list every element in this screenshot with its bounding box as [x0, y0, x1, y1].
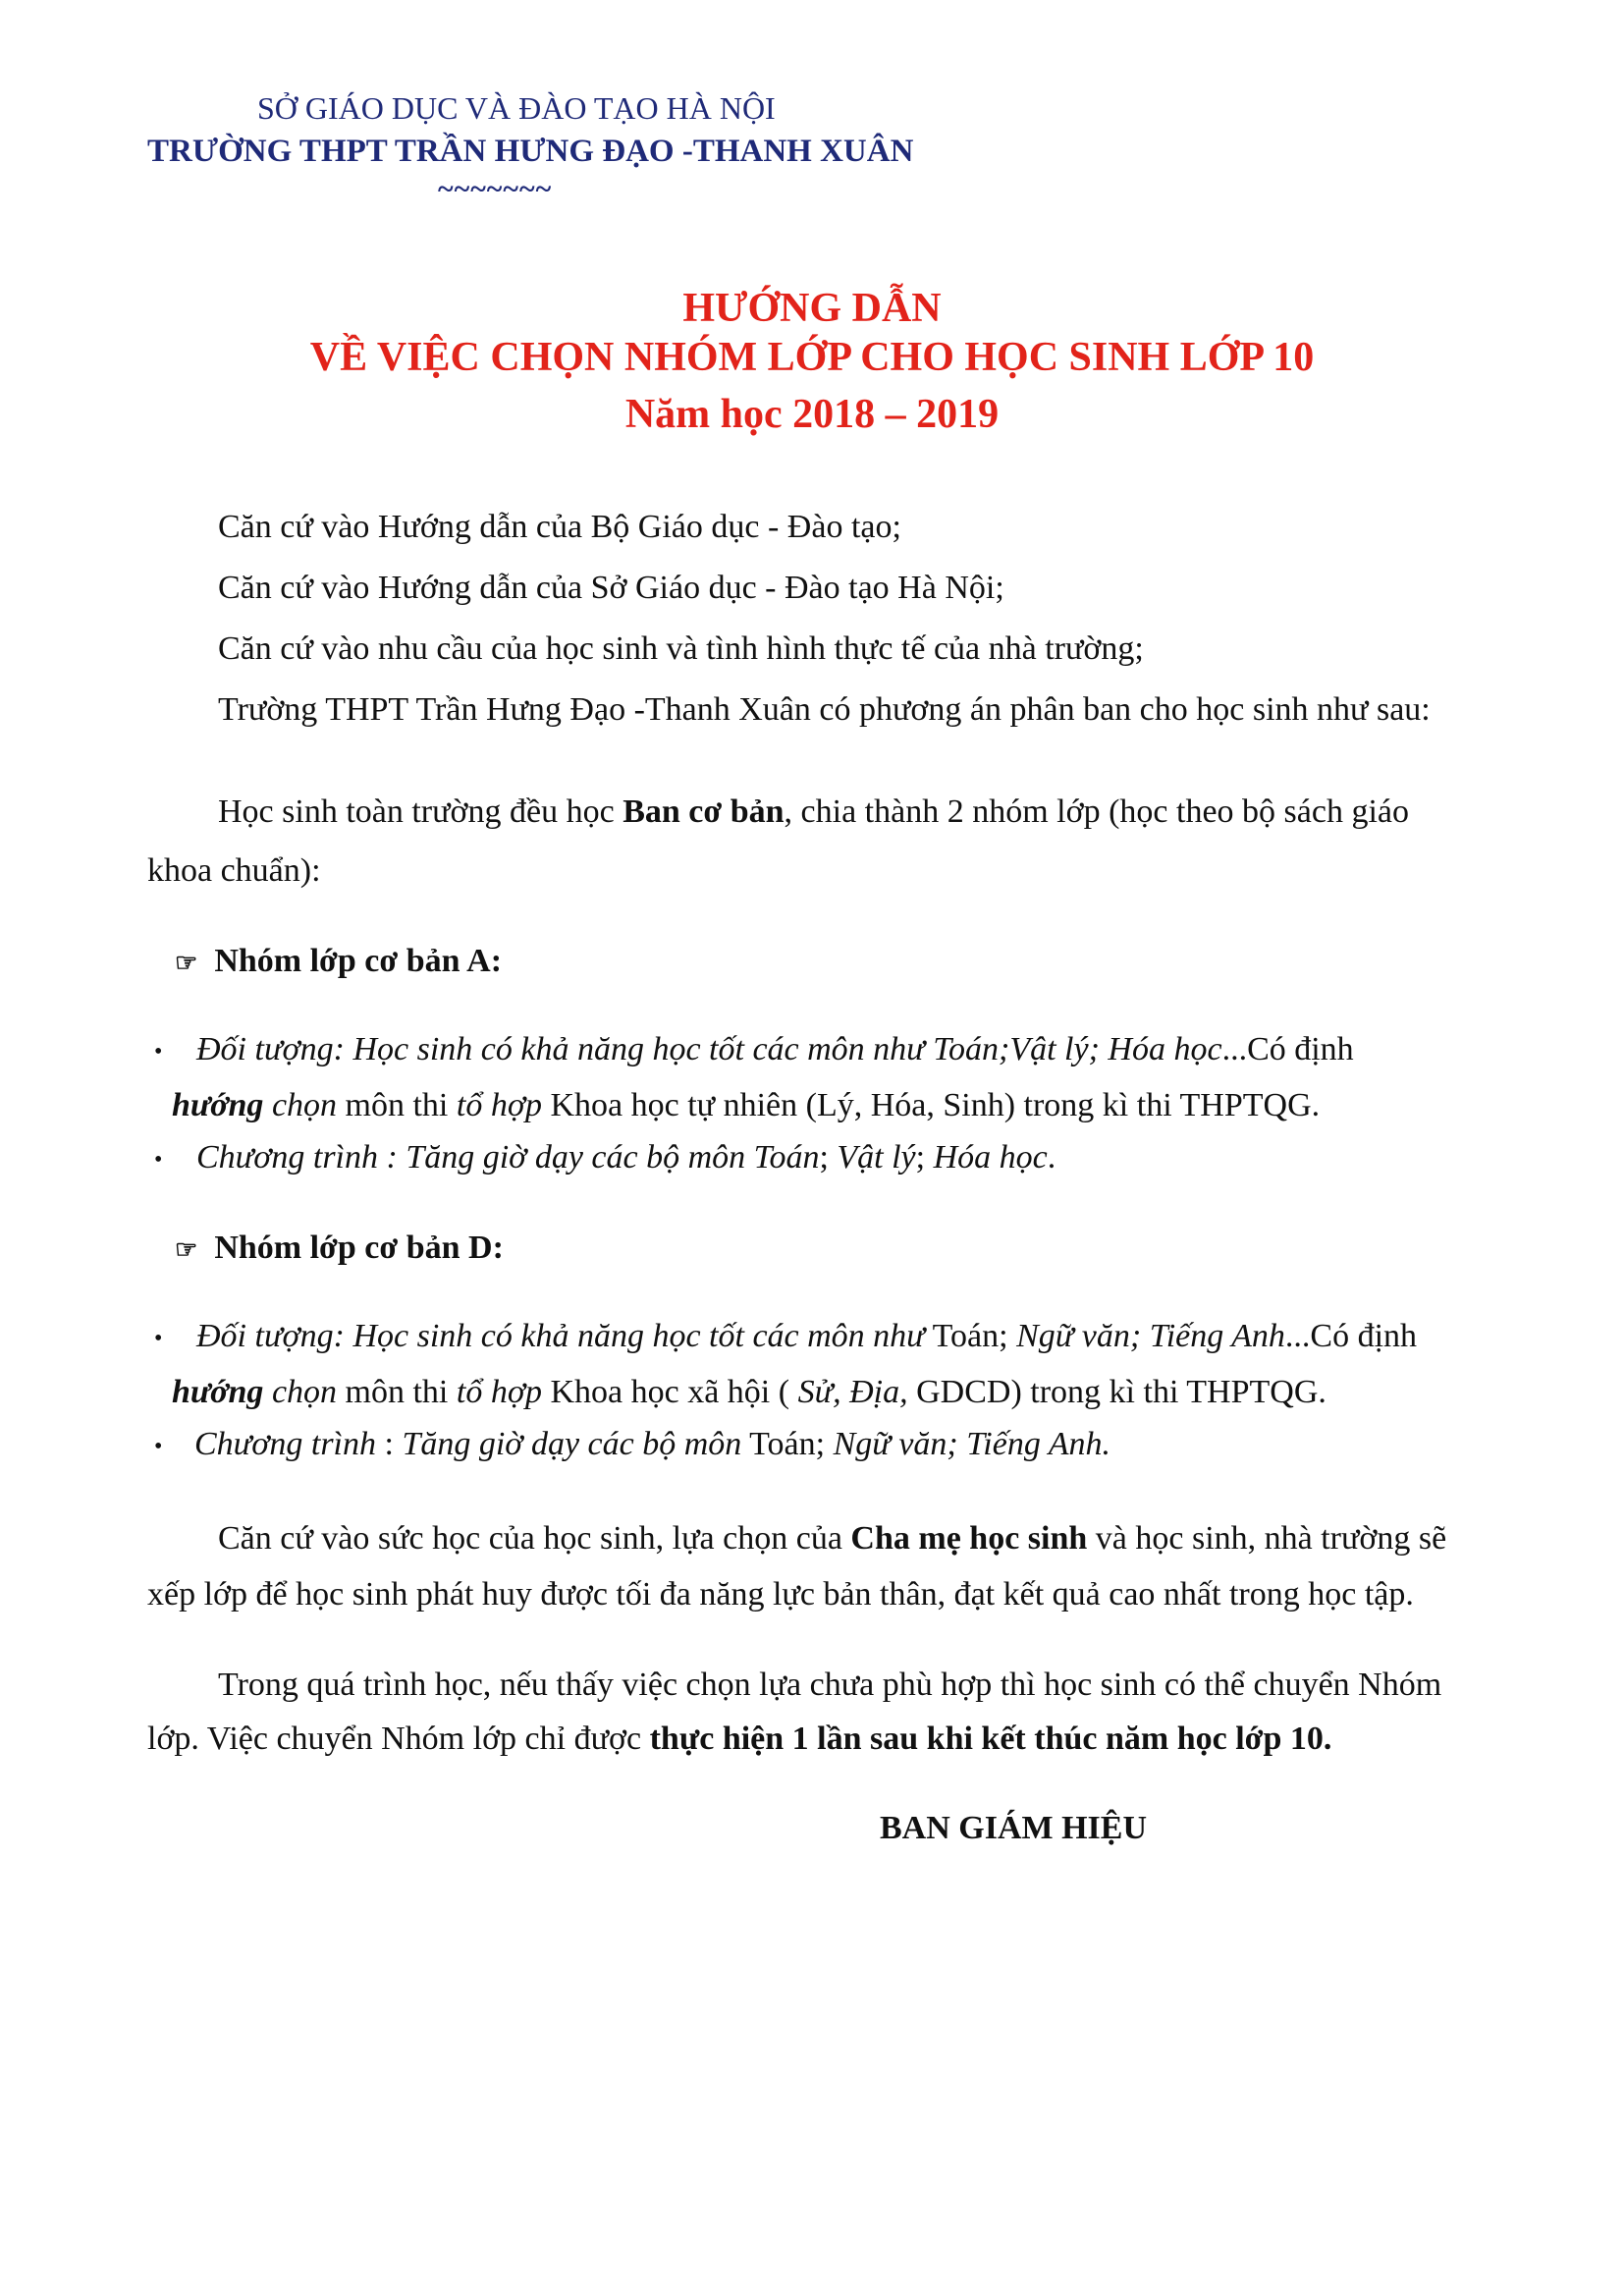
intro-line-2: khoa chuẩn): [147, 852, 321, 889]
group-d-program-subjects: Ngữ văn; Tiếng Anh. [833, 1426, 1110, 1462]
group-a-target-label: Đối tượng [196, 1031, 334, 1067]
group-d-target-label: Đối tượng [196, 1318, 334, 1354]
intro-bold: Ban cơ bản [623, 793, 785, 830]
doc-title: HƯỚNG DẪN [682, 286, 942, 331]
group-d-program-text: Tăng giờ dạy các bộ môn [402, 1426, 742, 1462]
group-a-program-sep-2: ; [915, 1139, 934, 1175]
group-d-orient-bold: hướng [172, 1374, 264, 1410]
group-a-combo-italic: tổ hợp [456, 1087, 542, 1123]
closing-1-bold: Cha mẹ học sinh [850, 1520, 1088, 1557]
group-d-orient-text: môn thi [337, 1374, 457, 1410]
group-a-program-line [196, 1139, 1056, 1176]
signature-label: BAN GIÁM HIỆU [880, 1810, 1148, 1846]
doc-subtitle: VỀ VIỆC CHỌN NHÓM LỚP CHO HỌC SINH LỚP 10 [309, 335, 1315, 380]
group-d-target-text: : Học sinh có khả năng học tốt các môn như [333, 1318, 925, 1354]
group-a-heading [175, 943, 502, 980]
group-d-program-math: Toán; [741, 1426, 834, 1462]
department-name: SỞ GIÁO DỤC VÀ ĐÀO TẠO HÀ NỘI [257, 90, 776, 126]
group-d-target-tail: ...Có định [1284, 1318, 1418, 1354]
intro-text: Học sinh toàn trường đều học [218, 793, 623, 830]
group-a-orient-bold: hướng [172, 1087, 264, 1123]
group-d-combo-end: GDCD) trong kì thi THPTQG. [907, 1374, 1326, 1410]
group-d-program-label: Chương trình [194, 1426, 376, 1462]
group-a-program-end: . [1047, 1139, 1056, 1175]
header-divider: ~~~~~~~ [438, 173, 553, 205]
closing-1-text-after: và học sinh, nhà trường sẽ [1087, 1520, 1447, 1557]
group-d-target-math: Toán; [924, 1318, 1017, 1354]
basis-line-2: Căn cứ vào Hướng dẫn của Sở Giáo dục - Đào tạo Hà Nội; [218, 570, 1004, 606]
closing-2-line-2 [147, 1721, 1331, 1758]
closing-2-bold: thực hiện 1 lần sau khi kết thúc năm học lớp 10. [649, 1721, 1332, 1757]
closing-1-text: Căn cứ vào sức học của học sinh, lựa chọn của [218, 1520, 851, 1557]
closing-2-text: lớp. Việc chuyển Nhóm lớp chỉ được [147, 1721, 650, 1757]
group-a-program-text: : Tăng giờ dạy các bộ môn Toán [378, 1139, 820, 1175]
group-a-program-physics: Vật lý [837, 1139, 916, 1175]
group-d-program-sep: : [376, 1426, 403, 1462]
group-d-heading-label: Nhóm lớp cơ bản D: [214, 1230, 504, 1266]
group-d-orient-italic: chọn [263, 1374, 338, 1410]
group-d-combo-subjects: Sử, Địa, [797, 1374, 908, 1410]
group-a-orient-text: môn thi [337, 1087, 457, 1123]
pointing-hand-icon: ☞ [175, 1235, 198, 1264]
bullet-icon: • [154, 1326, 163, 1351]
group-d-target-subjects: Ngữ văn; Tiếng Anh [1016, 1318, 1285, 1354]
group-d-program-line [194, 1426, 1110, 1463]
group-a-target-line-2 [172, 1087, 1320, 1124]
group-d-heading [175, 1230, 504, 1267]
closing-1-line-1 [218, 1520, 1446, 1558]
group-d-target-line-2 [172, 1374, 1326, 1411]
group-a-target-tail: ...Có định [1221, 1031, 1354, 1067]
group-a-program-label: Chương trình [196, 1139, 378, 1175]
group-a-program-sep-1: ; [819, 1139, 838, 1175]
basis-line-1: Căn cứ vào Hướng dẫn của Bộ Giáo dục - Đào tạo; [218, 509, 901, 545]
group-a-target-text: : Học sinh có khả năng học tốt các môn như Toán;Vật lý; Hóa học [333, 1031, 1222, 1067]
group-d-target-line-1 [196, 1318, 1417, 1355]
group-a-target-line-1 [196, 1031, 1354, 1068]
group-a-program-chemistry: Hóa học [933, 1139, 1048, 1175]
pointing-hand-icon: ☞ [175, 949, 198, 977]
bullet-icon: • [154, 1039, 163, 1065]
group-a-combo-text: Khoa học tự nhiên (Lý, Hóa, Sinh) trong kì thi THPTQG. [541, 1087, 1321, 1123]
group-a-heading-label: Nhóm lớp cơ bản A: [214, 943, 503, 979]
basis-line-4: Trường THPT Trần Hưng Đạo -Thanh Xuân có phương án phân ban cho học sinh như sau: [218, 691, 1431, 728]
intro-text-after: , chia thành 2 nhóm lớp (học theo bộ sách giáo [784, 793, 1409, 830]
bullet-icon: • [154, 1434, 163, 1459]
school-name: TRƯỜNG THPT TRẦN HƯNG ĐẠO -THANH XUÂN [147, 134, 914, 169]
school-year: Năm học 2018 – 2019 [624, 392, 1000, 437]
group-d-combo-text: Khoa học xã hội ( [541, 1374, 798, 1410]
closing-2-line-1: Trong quá trình học, nếu thấy việc chọn lựa chưa phù hợp thì học sinh có thể chuyển Nhóm [218, 1667, 1442, 1703]
group-a-orient-italic: chọn [263, 1087, 338, 1123]
bullet-icon: • [154, 1147, 163, 1173]
closing-1-line-2: xếp lớp để học sinh phát huy được tối đa năng lực bản thân, đạt kết quả cao nhất trong học tập. [147, 1576, 1414, 1613]
basis-line-3: Căn cứ vào nhu cầu của học sinh và tình hình thực tế của nhà trường; [218, 630, 1144, 667]
intro-line-1 [218, 793, 1409, 831]
group-d-combo-italic: tổ hợp [456, 1374, 542, 1410]
